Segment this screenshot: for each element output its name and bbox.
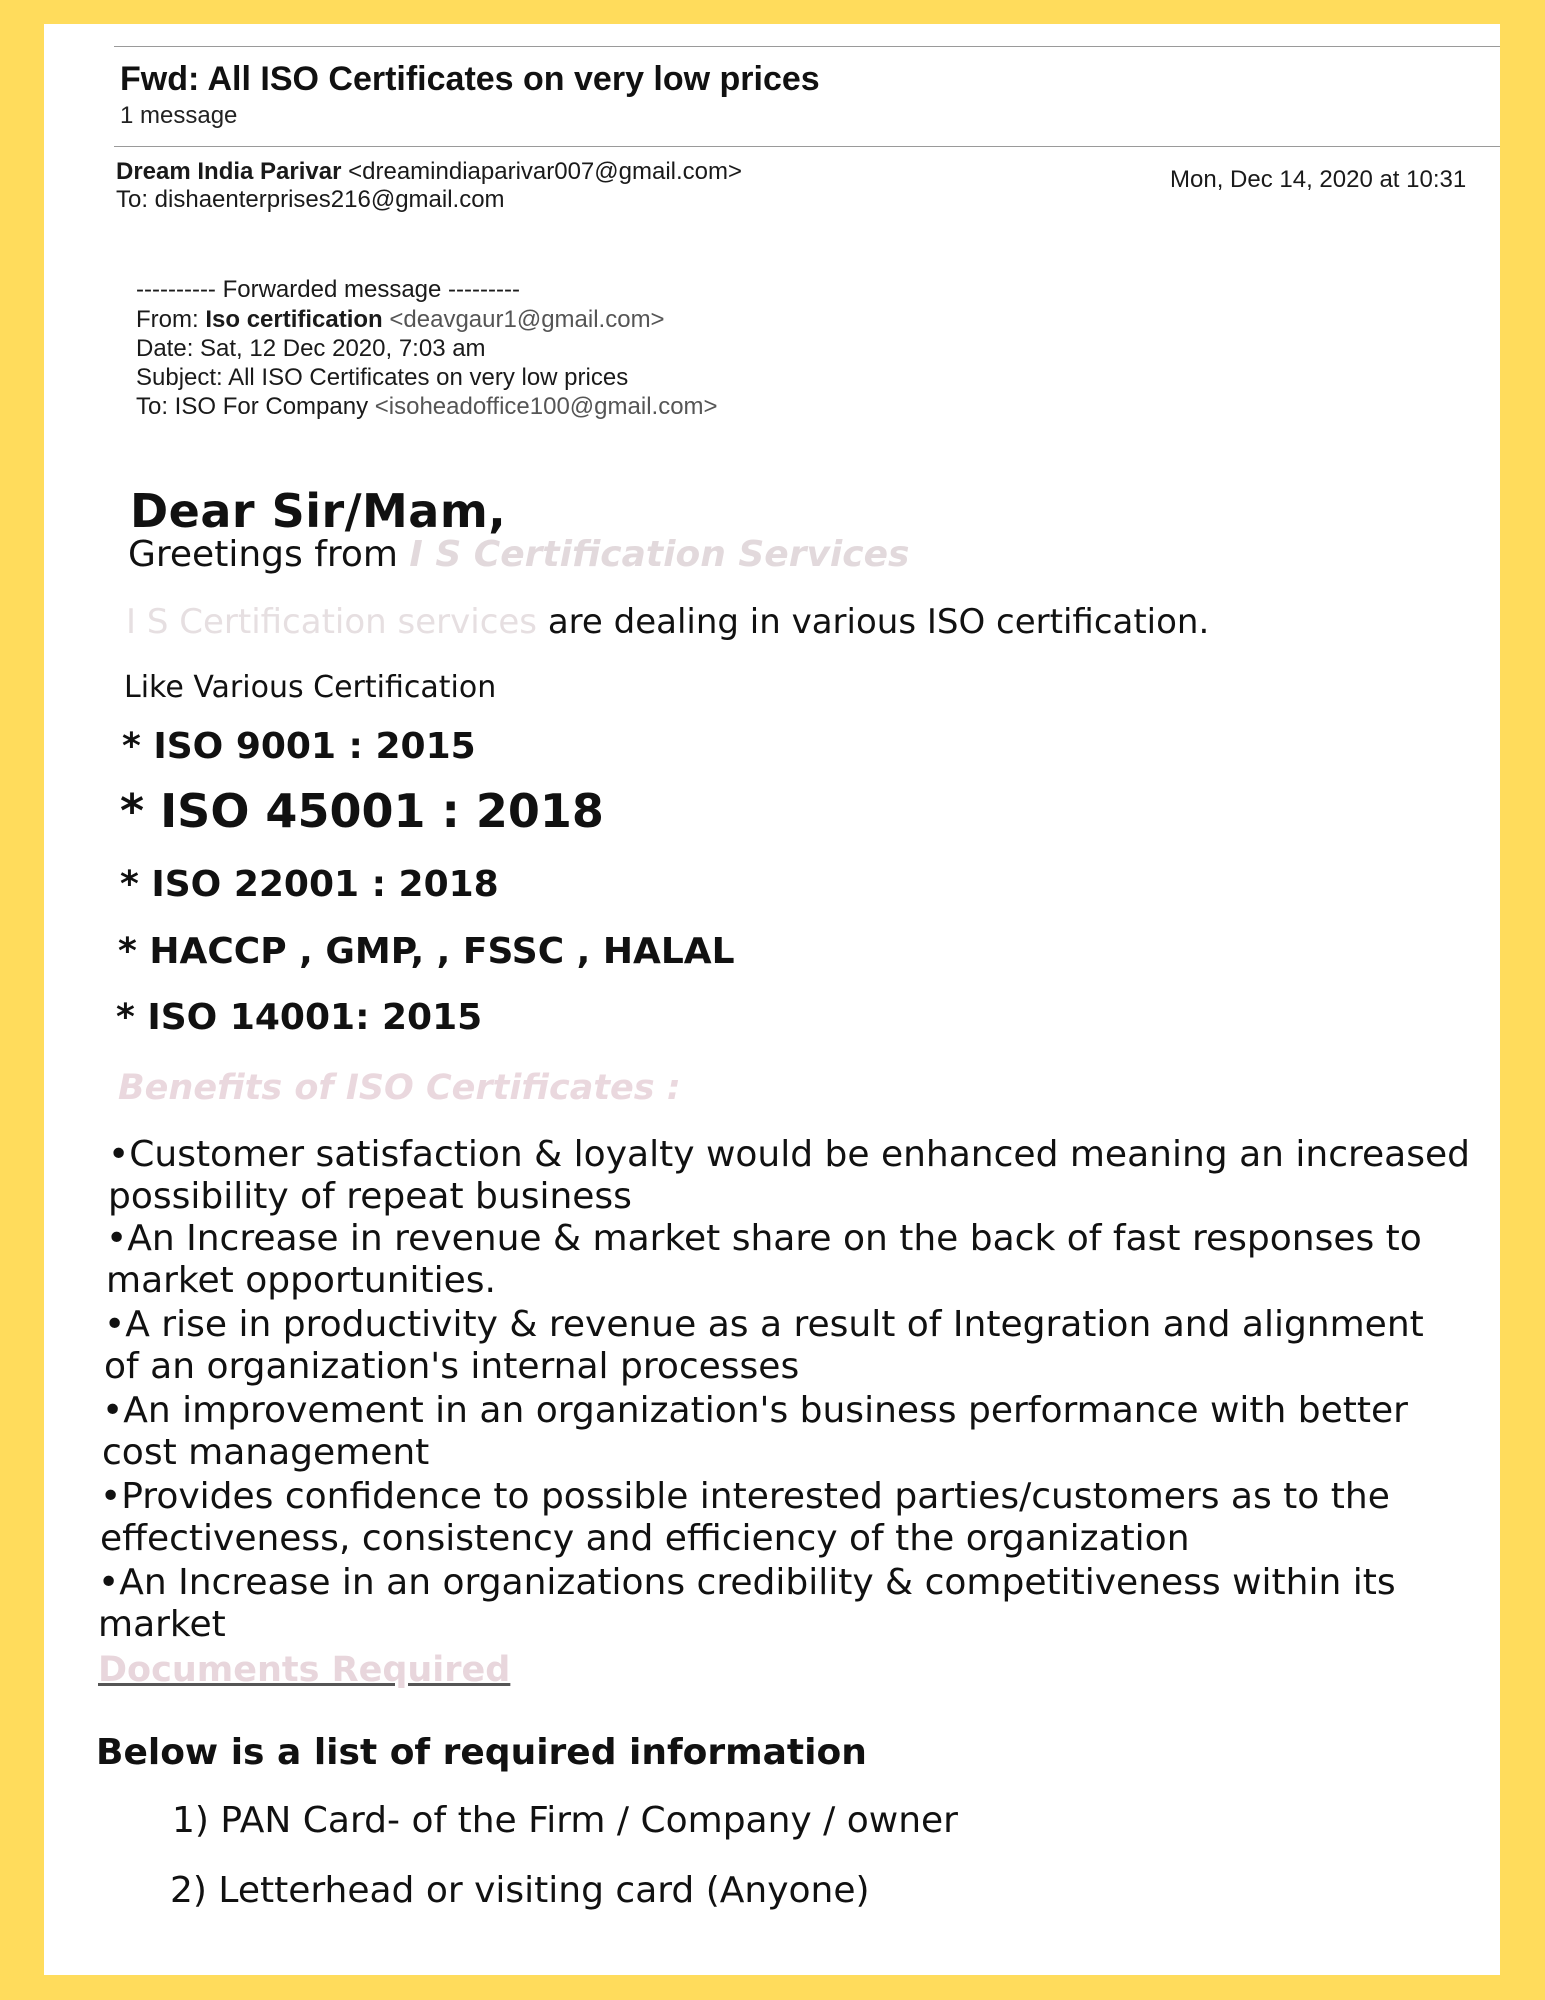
benefit-line: market opportunities. (106, 1260, 496, 1301)
cert-item: * HACCP , GMP, , FSSC , HALAL (118, 931, 735, 972)
benefit-item (98, 1562, 1396, 1646)
forwarded-to-email[interactable]: <isoheadoffice100@gmail.com> (374, 393, 718, 420)
benefit-line: of an organization's internal processes (104, 1346, 800, 1387)
forwarded-from-email[interactable]: <deavgaur1@gmail.com> (389, 306, 665, 333)
cert-item: * ISO 45001 : 2018 (120, 784, 604, 838)
benefit-line: effectiveness, consistency and efficiency of the organization (100, 1518, 1190, 1559)
forwarded-date: Date: Sat, 12 Dec 2020, 7:03 am (136, 335, 486, 362)
benefit-line: •A rise in productivity & revenue as a result of Integration and alignment (104, 1304, 1424, 1345)
cert-item: * ISO 14001: 2015 (116, 997, 483, 1038)
benefit-item (106, 1218, 1422, 1302)
dealing-company: I S Certification services (126, 602, 538, 642)
benefit-line: •An Increase in an organizations credibility & competitiveness within its (98, 1562, 1396, 1603)
required-info-heading: Below is a list of required information (96, 1732, 867, 1773)
benefit-line: possibility of repeat business (108, 1176, 632, 1217)
benefit-line: •Provides confidence to possible interested parties/customers as to the (100, 1476, 1390, 1517)
salutation: Dear Sir/Mam, (130, 484, 507, 538)
email-subject: Fwd: All ISO Certificates on very low prices (120, 60, 820, 98)
forwarded-from-label: From: (136, 306, 199, 333)
forwarded-to (136, 393, 718, 421)
dealing-line (126, 602, 1209, 642)
benefit-item (102, 1390, 1408, 1474)
required-item: 2) Letterhead or visiting card (Anyone) (170, 1870, 870, 1911)
benefit-line: cost management (102, 1432, 430, 1473)
cert-item: * ISO 22001 : 2018 (120, 864, 499, 905)
like-various-text: Like Various Certification (124, 670, 497, 705)
required-item: 1) PAN Card- of the Firm / Company / owner (172, 1800, 958, 1841)
benefit-line: •An Increase in revenue & market share on the back of fast responses to (106, 1218, 1422, 1259)
benefit-line: •Customer satisfaction & loyalty would be enhanced meaning an increased (108, 1134, 1470, 1175)
sender-name: Dream India Parivar (116, 158, 342, 185)
greeting-prefix: Greetings from (128, 534, 398, 575)
benefits-heading: Benefits of ISO Certificates : (118, 1068, 681, 1108)
email-printout (44, 24, 1500, 1975)
greeting-company: I S Certification Services (409, 534, 910, 575)
recipient-line: To: dishaenterprises216@gmail.com (116, 186, 505, 213)
dealing-text: are dealing in various ISO certification. (547, 602, 1210, 642)
forwarded-subject: Subject: All ISO Certificates on very low prices (136, 364, 629, 391)
benefit-item (108, 1134, 1470, 1218)
message-count: 1 message (120, 102, 238, 129)
email-date: Mon, Dec 14, 2020 at 10:31 (1170, 166, 1467, 193)
benefit-item (100, 1476, 1390, 1560)
documents-required-heading: Documents Required (98, 1650, 511, 1690)
sender-line (116, 158, 742, 186)
benefit-item (104, 1304, 1424, 1388)
greeting-line (128, 534, 909, 575)
forwarded-from-name: Iso certification (205, 306, 383, 333)
forwarded-to-label: To: ISO For Company (136, 393, 369, 420)
cert-item: * ISO 9001 : 2015 (122, 726, 476, 767)
benefit-line: •An improvement in an organization's business performance with better (102, 1390, 1408, 1431)
forwarded-from (136, 306, 665, 334)
forwarded-header: ---------- Forwarded message --------- (136, 276, 520, 303)
sender-email[interactable]: <dreamindiaparivar007@gmail.com> (348, 158, 743, 185)
header-divider (114, 146, 1500, 147)
top-divider (114, 46, 1500, 47)
benefit-line: market (98, 1604, 226, 1645)
